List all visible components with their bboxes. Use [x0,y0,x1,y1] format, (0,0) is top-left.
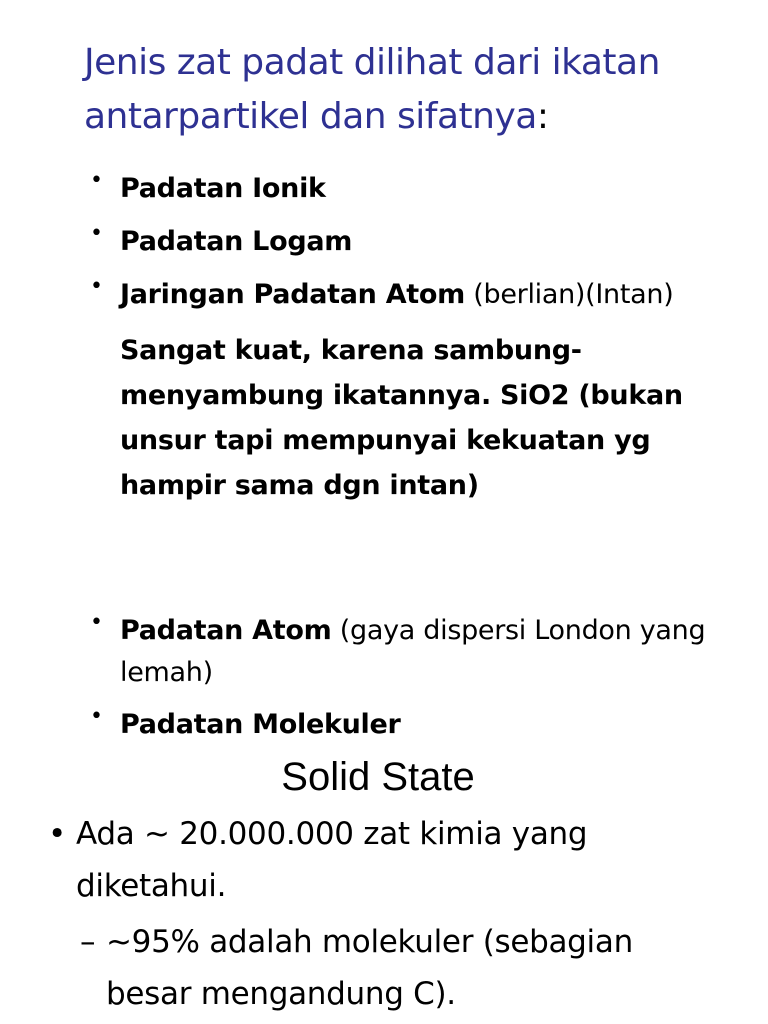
list-item-text [120,168,730,210]
list-item-text [120,221,730,263]
network-solid-note: Sangat kuat, karena sambung-menyambung ikatannya. SiO2 (bukan unsur tapi mempunyai kekuatan yg hampir sama dgn intan) [120,335,683,501]
list-item-normal: (gaya dispersi London yang lemah) [120,615,706,688]
heading-colon: : [536,96,549,137]
bullet-icon: • [90,221,103,246]
slide2-sub-bullet-text: ~95% adalah molekuler (sebagian besar mengandung C). [106,924,633,1012]
heading-text: Jenis zat padat dilihat dari ikatan antarpartikel dan sifatnya [84,42,660,137]
list-item-text [120,704,730,746]
dash-icon: – [80,924,96,960]
bullet-icon: • [90,610,103,635]
slide-heading [84,36,744,144]
list-item-bold: Padatan Molekuler [120,709,401,740]
list-item-bold: Padatan Atom [120,615,332,646]
list-item-bold: Padatan Logam [120,226,353,257]
list-item-text [120,610,730,694]
list-item-normal: (berlian)(Intan) [465,279,674,310]
bullet-icon: • [48,816,66,852]
list-item-text [120,274,730,316]
slide2-bullet-text: Ada ~ 20.000.000 zat kimia yang diketahui. [76,816,588,904]
slide-title: Solid State [281,755,475,799]
bullet-icon: • [90,704,103,729]
list-item-bold: Padatan Ionik [120,173,326,204]
bullet-icon: • [90,168,103,193]
bullet-icon: • [90,274,103,299]
list-item-bold: Jaringan Padatan Atom [120,279,465,310]
